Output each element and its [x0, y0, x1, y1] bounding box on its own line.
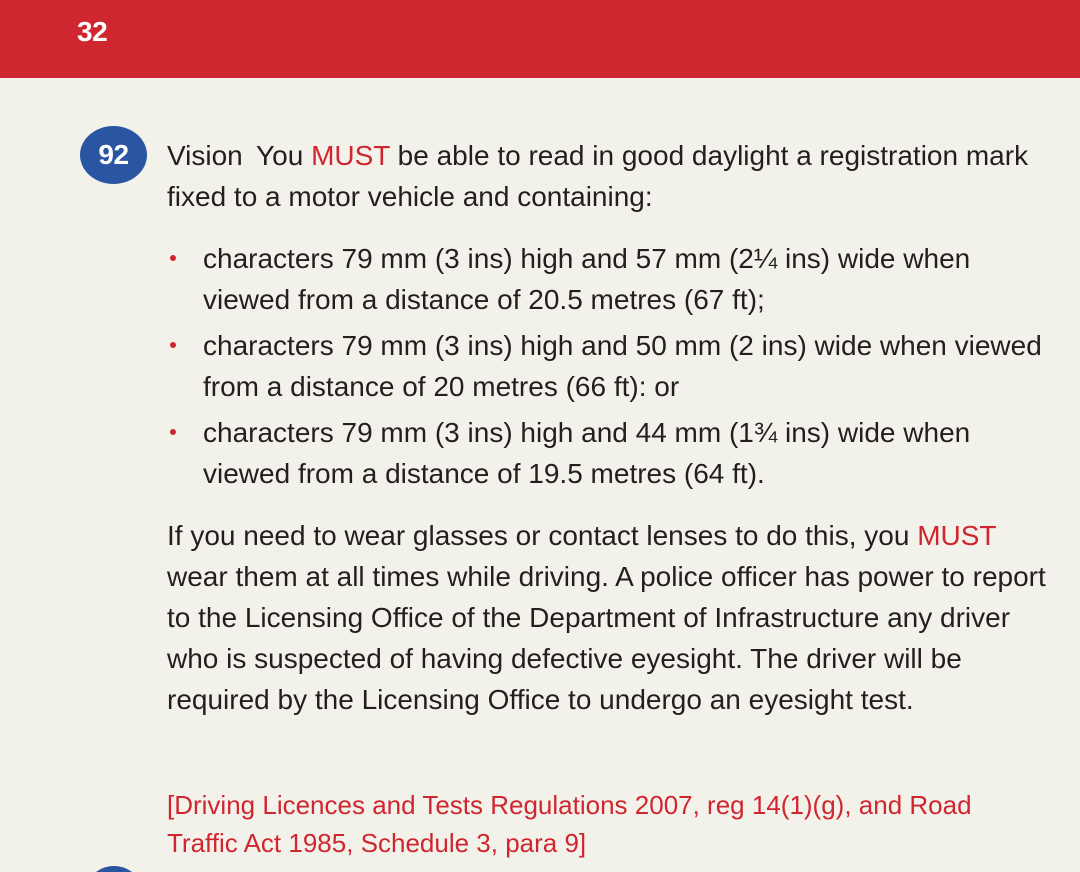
rule-intro	[167, 135, 1047, 217]
legal-citation: [Driving Licences and Tests Regulations 2007, reg 14(1)(g), and Road Traffic Act 1985, Schedule 3, para 9]	[167, 790, 972, 858]
next-rule-badge	[84, 866, 144, 872]
bullet-icon	[170, 255, 176, 261]
bullet-icon	[170, 429, 176, 435]
page-header	[0, 0, 1080, 78]
requirements-list	[167, 238, 1047, 499]
rule-title: Vision	[167, 140, 243, 171]
glasses-paragraph	[167, 515, 1047, 720]
intro-text-before: You	[256, 140, 312, 171]
intro-text-after: be able to read in good daylight a registration mark fixed to a motor vehicle and containing:	[167, 140, 1029, 212]
list-item-text: characters 79 mm (3 ins) high and 44 mm (1¾ ins) wide when viewed from a distance of 19.5 metres (64 ft).	[203, 417, 971, 489]
list-item-text: characters 79 mm (3 ins) high and 50 mm (2 ins) wide when viewed from a distance of 20 metres (66 ft): or	[203, 330, 1042, 402]
list-item	[167, 412, 1047, 494]
list-item	[167, 325, 1047, 407]
list-item-text: characters 79 mm (3 ins) high and 57 mm (2¼ ins) wide when viewed from a distance of 20.5 metres (67 ft);	[203, 243, 971, 315]
paragraph-text-before: If you need to wear glasses or contact lenses to do this, you	[167, 520, 918, 551]
paragraph-text-after: wear them at all times while driving. A police officer has power to report to the Licensing Office of the Department of Infrastructure any driver who is suspected of having defective eyesight. The driver will be required by the Licensing Office to undergo an eyesight test.	[167, 561, 1046, 715]
must-emphasis: MUST	[311, 140, 390, 171]
list-item	[167, 238, 1047, 320]
page-number: 32	[77, 16, 108, 47]
bullet-icon	[170, 342, 176, 348]
must-emphasis: MUST	[917, 520, 997, 551]
rule-number-badge: 92	[80, 126, 147, 184]
